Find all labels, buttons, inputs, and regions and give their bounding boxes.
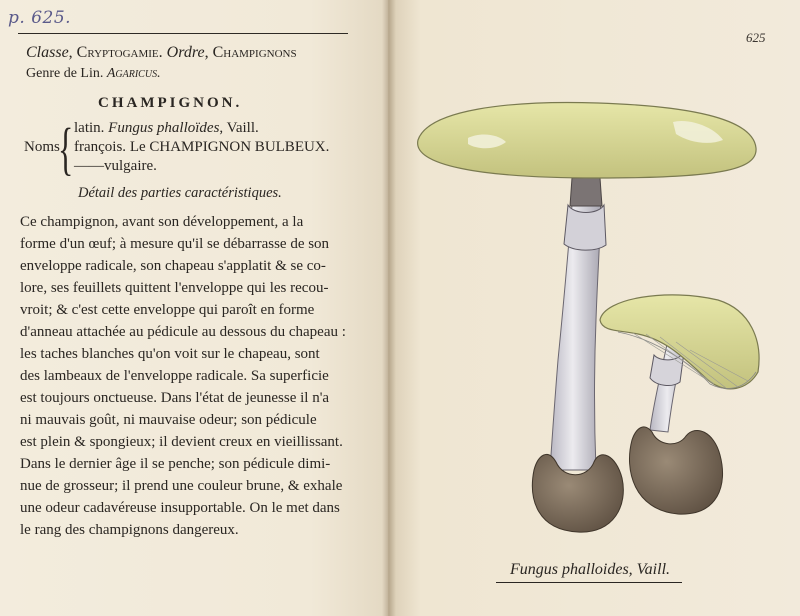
entry-heading: CHAMPIGNON.: [98, 95, 243, 111]
classe-value: , Cryptogamie.: [68, 44, 163, 61]
genre-value: Agaricus.: [106, 66, 161, 81]
body-line: Dans le dernier âge il se penche; son pédicule dimi-: [20, 456, 331, 472]
caption-author: , Vaill.: [628, 561, 671, 578]
noms-label: Noms: [24, 139, 60, 155]
page-number: 625: [746, 30, 766, 45]
nom-francois: [74, 139, 329, 156]
nom-vulgaire: [74, 158, 157, 175]
nom-lang: latin.: [74, 120, 105, 136]
body-line: ni mauvais goût, ni mauvaise odeur; son pédicule: [20, 412, 317, 428]
body-line: forme d'un œuf; à mesure qu'il se débarrasse de son: [20, 236, 330, 252]
body-line: Ce champignon, avant son développement, a la: [20, 214, 304, 230]
genus-line: [26, 66, 161, 82]
body-line: les taches blanches qu'on voit sur le chapeau, sont: [20, 346, 320, 362]
ordre-value: , Champignons: [204, 44, 297, 61]
body-line: vroit; & c'est cette enveloppe qui paroît en forme: [20, 302, 315, 318]
body-line: des lambeaux de l'enveloppe radicale. Sa superficie: [20, 368, 329, 384]
body-line: est toujours onctueuse. Dans l'état de jeunesse il n'a: [20, 390, 330, 406]
body-line: d'anneau attachée au pédicule au dessous du chapeau :: [20, 324, 346, 340]
header-rule: [18, 33, 348, 34]
plate-caption: [510, 561, 670, 579]
mushroom-plate-illustration: [388, 0, 800, 616]
body-line: lore, ses feuillets quittent l'enveloppe qui les recou-: [20, 280, 329, 296]
caption-species: Fungus phalloides: [510, 561, 629, 578]
nom-name-italic: Fungus phalloïdes: [108, 120, 220, 136]
nom-name: , Vaill.: [219, 120, 259, 136]
nom-latin: [74, 120, 259, 137]
body-line: est plein & spongieux; il devient creux en vieillissant.: [20, 434, 343, 450]
small-mushroom: [600, 295, 759, 514]
detail-heading: Détail des parties caractéristiques.: [78, 185, 282, 201]
ordre-label: Ordre: [166, 44, 205, 61]
body-line: nue de grosseur; il prend une couleur brune, & exhale: [20, 478, 343, 494]
classe-label: Classe: [26, 44, 69, 61]
nom-name: Le CHAMPIGNON BULBEUX.: [129, 139, 330, 155]
genre-label: Genre de Lin.: [26, 66, 104, 81]
body-line: le rang des champignons dangereux.: [20, 522, 239, 538]
large-stem-top: [570, 178, 602, 206]
small-volva: [629, 427, 722, 514]
caption-underline: [496, 582, 682, 583]
nom-lang: françois.: [74, 139, 127, 155]
body-line: enveloppe radicale, son chapeau s'applatit & se co-: [20, 258, 326, 274]
classification-line: [26, 44, 297, 62]
pencil-page-reference: p. 625.: [8, 8, 72, 28]
nom-lang: ——vulgaire.: [74, 158, 157, 174]
body-line: une odeur cadavéreuse insupportable. On le met dans: [20, 500, 340, 516]
noms-brace: {: [58, 116, 74, 181]
